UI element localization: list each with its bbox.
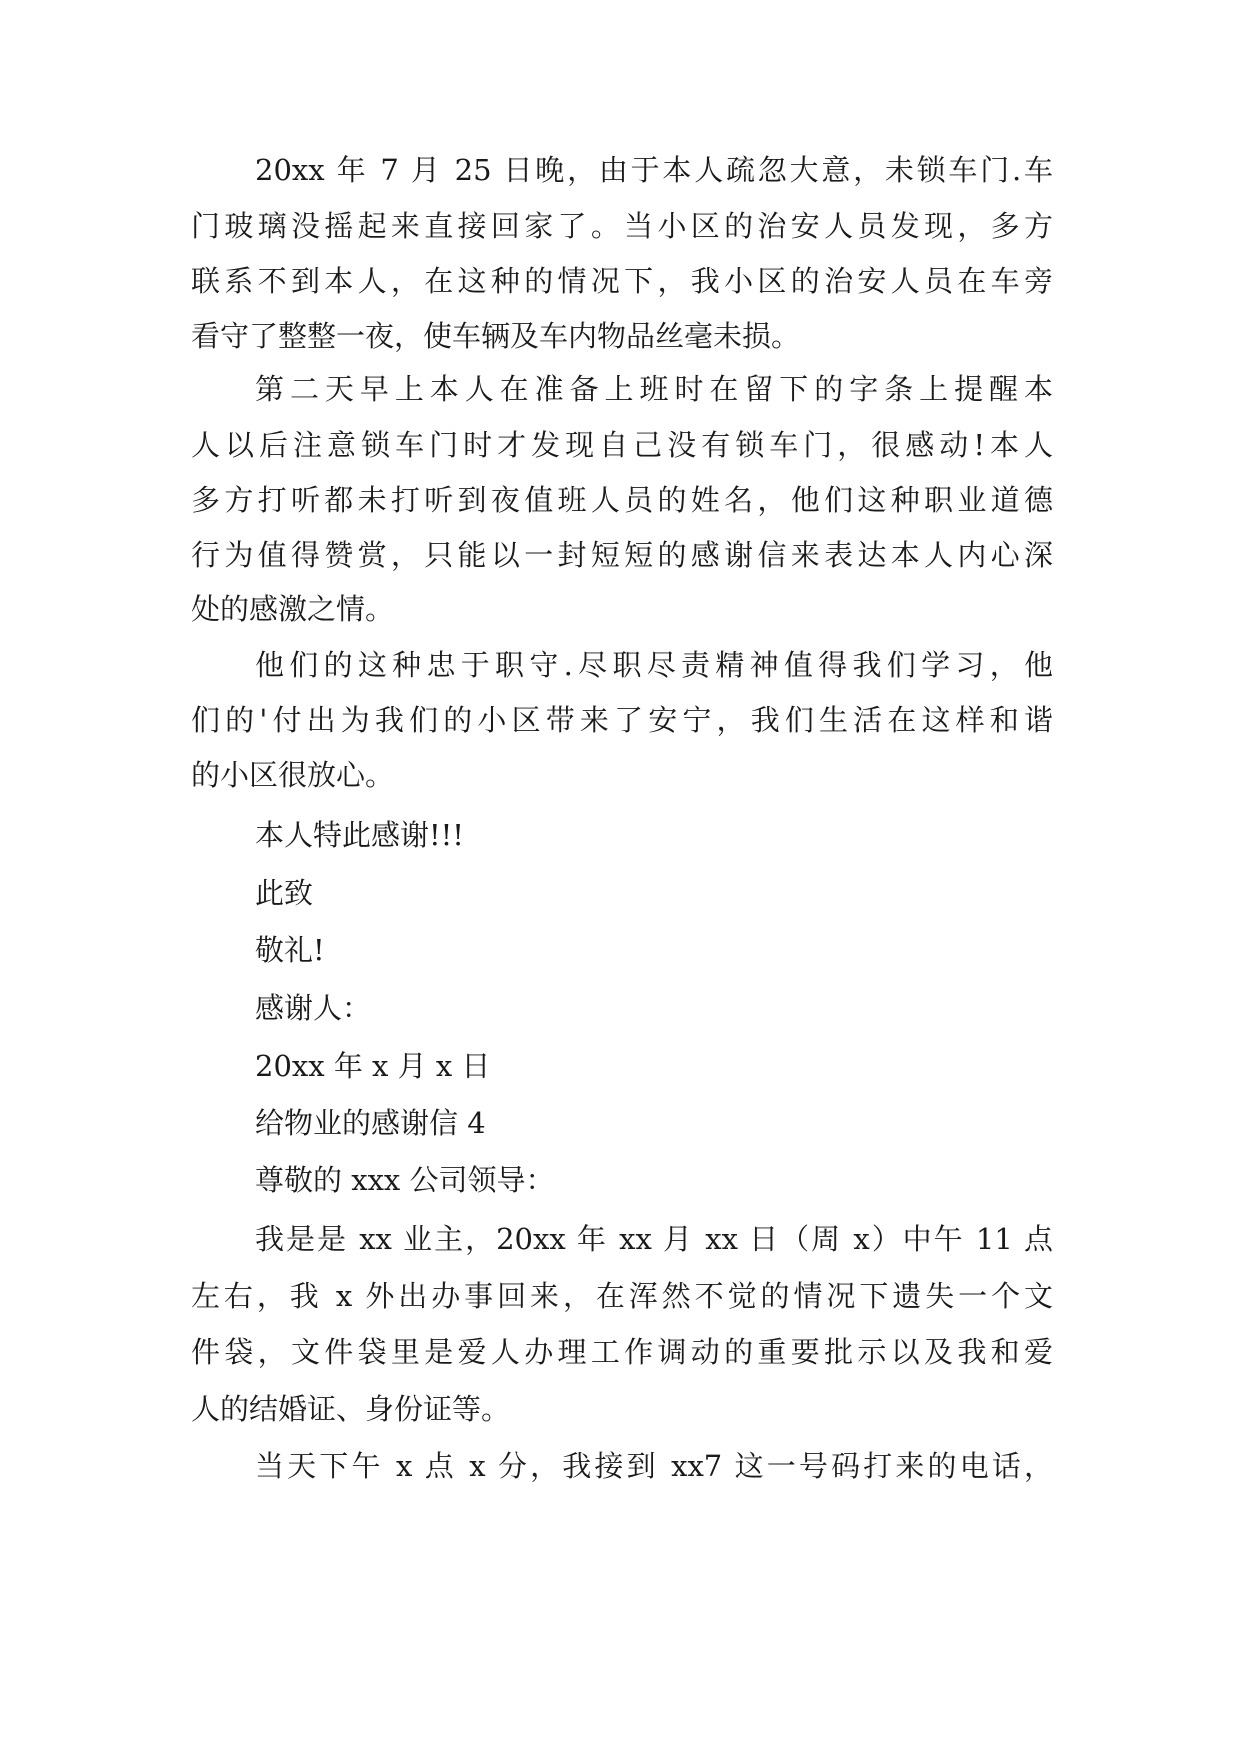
section-title: 给物业的感谢信 4 <box>255 1106 486 1140</box>
paragraph-1-line-4: 看守了整整一夜，使车辆及车内物品丝毫未损。 <box>191 319 801 353</box>
paragraph-2-line-1: 第二天早上本人在准备上班时在留下的字条上提醒本 <box>255 372 1053 406</box>
paragraph-3-line-3: 的小区很放心。 <box>191 758 395 792</box>
paragraph-4-line-3: 件袋，文件袋里是爱人办理工作调动的重要批示以及我和爱 <box>191 1335 1053 1369</box>
paragraph-1-line-1: 20xx 年 7 月 25 日晚，由于本人疏忽大意，未锁车门.车 <box>255 153 1053 187</box>
paragraph-2-line-4: 行为值得赞赏，只能以一封短短的感谢信来表达本人内心深 <box>191 538 1053 572</box>
signer-label: 感谢人： <box>255 991 372 1025</box>
paragraph-4-line-2: 左右，我 x 外出办事回来，在浑然不觉的情况下遗失一个文 <box>191 1279 1053 1313</box>
paragraph-2-line-5: 处的感激之情。 <box>191 592 395 626</box>
paragraph-3-line-2: 们的'付出为我们的小区带来了安宁，我们生活在这样和谐 <box>191 703 1053 737</box>
paragraph-2-line-2: 人以后注意锁车门时才发现自己没有锁车门，很感动!本人 <box>191 428 1053 462</box>
paragraph-1-line-2: 门玻璃没摇起来直接回家了。当小区的治安人员发现，多方 <box>191 209 1053 243</box>
paragraph-4-line-4: 人的结婚证、身份证等。 <box>191 1392 511 1426</box>
salutation: 尊敬的 xxx 公司领导： <box>255 1163 555 1197</box>
closing-line-1: 此致 <box>255 876 314 910</box>
thanks-line: 本人特此感谢!!! <box>255 818 464 852</box>
paragraph-1-line-3: 联系不到本人，在这种的情况下，我小区的治安人员在车旁 <box>191 264 1053 298</box>
paragraph-5-line-1: 当天下午 x 点 x 分，我接到 xx7 这一号码打来的电话， <box>255 1449 1053 1483</box>
date-line: 20xx 年 x 月 x 日 <box>255 1049 491 1083</box>
closing-line-2: 敬礼! <box>255 933 325 967</box>
paragraph-4-line-1: 我是是 xx 业主，20xx 年 xx 月 xx 日（周 x）中午 11 点 <box>255 1222 1053 1256</box>
paragraph-3-line-1: 他们的这种忠于职守.尽职尽责精神值得我们学习，他 <box>255 648 1053 682</box>
paragraph-2-line-3: 多方打听都未打听到夜值班人员的姓名，他们这种职业道德 <box>191 483 1053 517</box>
